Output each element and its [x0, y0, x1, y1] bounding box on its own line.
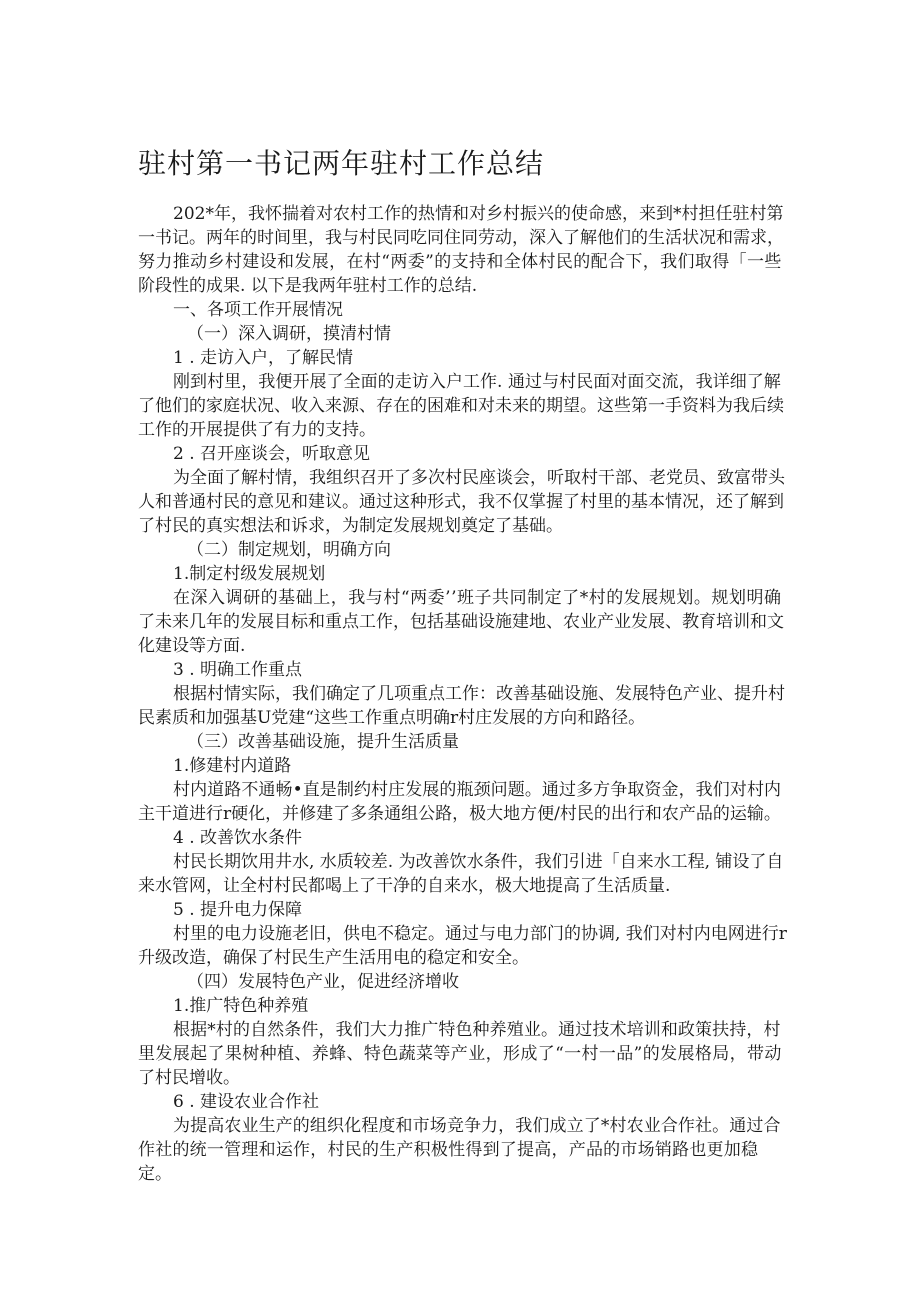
body-line: 了他们的家庭状况、收入来源、存在的困难和对未来的期望。这些第一手资料为我后续: [138, 396, 784, 416]
body-line: 作社的统一管理和运作，村民的生产积极性得到了提高，产品的市场销路也更加稳: [138, 1140, 759, 1160]
body-line: 化建设等方面.: [138, 636, 246, 656]
body-line: 村内道路不通畅•直是制约村庄发展的瓶颈问题。通过多方争取资金，我们对村内: [173, 780, 782, 800]
body-line: 一书记。两年的时间里，我与村民同吃同住同劳动，深入了解他们的生活状况和需求，: [138, 228, 784, 248]
body-line: 人和普通村民的意见和建议。通过这种形式，我不仅掌握了村里的基本情况，还了解到: [138, 492, 784, 512]
body-line: 1.修建村内道路: [173, 756, 292, 776]
body-line: 为提高农业生产的组织化程度和市场竞争力，我们成立了*村农业合作社。通过合: [173, 1116, 781, 1136]
body-line: 升级改造，确保了村民生产生活用电的稳定和安全。: [138, 948, 529, 968]
body-line: 了村民的真实想法和诉求，为制定发展规划奠定了基础。: [138, 516, 563, 536]
body-line: 来水管网，让全村村民都喝上了干净的自来水，极大地提高了生活质量.: [138, 876, 671, 896]
body-line: 村民长期饮用井水, 水质较差. 为改善饮水条件，我们引进「自来水工程, 铺设了自: [173, 852, 784, 872]
body-line: 民素质和加强基U党建“这些工作重点明确r村庄发展的方向和路径。: [138, 708, 646, 728]
document-title: 驻村第一书记两年驻村工作总结: [138, 147, 545, 180]
body-line: 为全面了解村情，我组织召开了多次村民座谈会，听取村干部、老党员、致富带头: [173, 468, 785, 488]
body-line: 在深入调研的基础上，我与村“两委’’班子共同制定了*村的发展规划。规划明确: [173, 588, 782, 608]
body-line: 1.推广特色种养殖: [173, 996, 309, 1016]
body-line: 努力推动乡村建设和发展，在村“两委”的支持和全体村民的配合下，我们取得「一些: [138, 252, 782, 272]
body-line: 3 . 明确工作重点: [173, 660, 303, 680]
body-line: 根据村情实际，我们确定了几项重点工作：改善基础设施、发展特色产业、提升村: [173, 684, 785, 704]
body-line: 6 . 建设农业合作社: [173, 1092, 320, 1112]
body-line: 工作的开展提供了有力的支持。: [138, 420, 376, 440]
body-line: 定。: [138, 1164, 172, 1184]
body-line: 了未来几年的发展目标和重点工作，包括基础设施建地、农业产业发展、教育培训和文: [138, 612, 784, 632]
body-line: （二）制定规划，明确方向: [187, 540, 391, 560]
body-line: 1.制定村级发展规划: [173, 564, 326, 584]
body-line: 一、各项工作开展情况: [173, 300, 343, 320]
body-line: 2 . 召开座谈会，听取意见: [173, 444, 371, 464]
body-line: 根据*村的自然条件，我们大力推广特色种养殖业。通过技术培训和政策扶持，村: [173, 1020, 781, 1040]
body-line: （一）深入调研，摸清村情: [187, 324, 391, 344]
body-line: 主干道进行r硬化，并修建了多条通组公路，极大地方便/村民的出行和农产品的运输。: [138, 804, 781, 824]
body-line: 里发展起了果树种植、养蜂、特色蔬菜等产业，形成了“一村一品”的发展格局，带动: [138, 1044, 782, 1064]
body-line: 村里的电力设施老旧，供电不稳定。通过与电力部门的协调, 我们对村内电网进行r: [173, 924, 787, 944]
body-line: （三）改善基础设施，提升生活质量: [187, 732, 459, 752]
body-line: 5 . 提升电力保障: [173, 900, 303, 920]
body-line: 阶段性的成果. 以下是我两年驻村工作的总结.: [138, 276, 478, 296]
body-line: 1 . 走访入户，了解民情: [173, 348, 354, 368]
body-line: 了村民增收。: [138, 1068, 240, 1088]
body-line: 4 . 改善饮水条件: [173, 828, 303, 848]
body-line: （四）发展特色产业，促进经济增收: [187, 972, 459, 992]
body-line: 刚到村里，我便开展了全面的走访入户工作. 通过与村民面对面交流，我详细了解: [173, 372, 781, 392]
body-line: 202*年，我怀揣着对农村工作的热情和对乡村振兴的使命感，来到*村担任驻村第: [173, 204, 784, 224]
